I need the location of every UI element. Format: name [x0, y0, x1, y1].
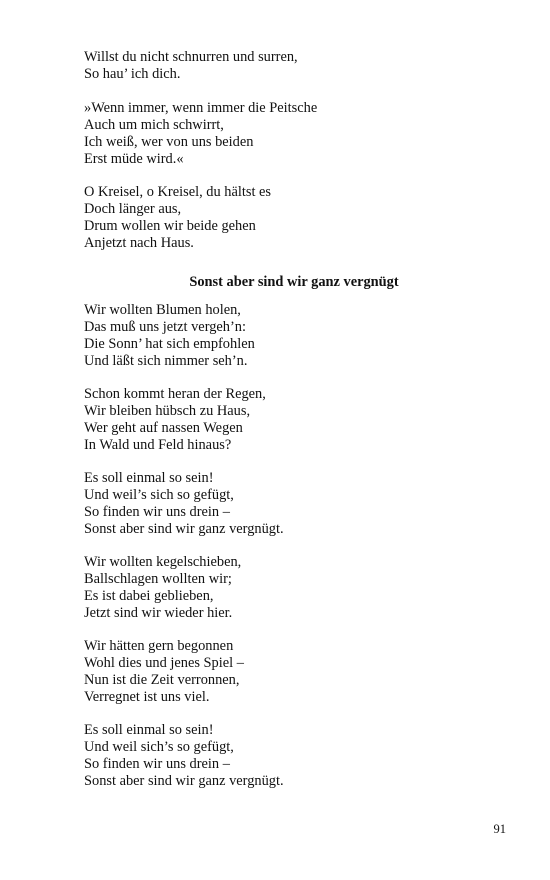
- verse-line: Und läßt sich nimmer seh’n.: [84, 353, 248, 369]
- stanza: [84, 470, 484, 538]
- poem-title: Sonst aber sind wir ganz vergnügt: [189, 274, 399, 290]
- stanza: [84, 722, 484, 790]
- verse-line: Nun ist die Zeit verronnen,: [84, 672, 240, 688]
- verse-line: Wir wollten Blumen holen,: [84, 302, 241, 318]
- verse-line: Wir bleiben hübsch zu Haus,: [84, 403, 251, 419]
- verse-line: Sonst aber sind wir ganz vergnügt.: [84, 521, 284, 537]
- verse-line: Und weil sich’s so gefügt,: [84, 739, 234, 755]
- verse-line: Wer geht auf nassen Wegen: [84, 420, 243, 436]
- verse-line: Schon kommt heran der Regen,: [84, 386, 266, 402]
- verse-line: Jetzt sind wir wieder hier.: [84, 605, 233, 621]
- verse-line: Es ist dabei geblieben,: [84, 588, 214, 604]
- verse-line: Auch um mich schwirrt,: [84, 117, 224, 133]
- verse-line: Das muß uns jetzt vergeh’n:: [84, 319, 246, 335]
- stanza: [84, 49, 484, 83]
- verse-line: So hau’ ich dich.: [84, 66, 181, 82]
- stanza: [84, 386, 484, 454]
- verse-line: O Kreisel, o Kreisel, du hältst es: [84, 184, 272, 200]
- verse-line: Wir wollten kegelschieben,: [84, 554, 242, 570]
- verse-line: So finden wir uns drein –: [84, 756, 230, 772]
- verse-line: Willst du nicht schnurren und surren,: [84, 49, 298, 65]
- verse-line: Die Sonn’ hat sich empfohlen: [84, 336, 255, 352]
- verse-line: Drum wollen wir beide gehen: [84, 218, 256, 234]
- verse-line: Verregnet ist uns viel.: [84, 689, 210, 705]
- verse-line: In Wald und Feld hinaus?: [84, 437, 232, 453]
- stanza: [84, 554, 484, 622]
- verse-line: Sonst aber sind wir ganz vergnügt.: [84, 773, 284, 789]
- verse-line: So finden wir uns drein –: [84, 504, 230, 520]
- verse-line: »Wenn immer, wenn immer die Peitsche: [84, 100, 318, 116]
- verse-line: Ich weiß, wer von uns beiden: [84, 134, 254, 150]
- verse-line: Es soll einmal so sein!: [84, 722, 214, 738]
- verse-line: Ballschlagen wollten wir;: [84, 571, 232, 587]
- verse-line: Erst müde wird.«: [84, 151, 184, 167]
- verse-line: Anjetzt nach Haus.: [84, 235, 194, 251]
- stanza: [84, 100, 484, 168]
- verse-line: Doch länger aus,: [84, 201, 182, 217]
- stanza: [84, 184, 484, 252]
- verse-line: Und weil’s sich so gefügt,: [84, 487, 234, 503]
- verse-line: Wir hätten gern begonnen: [84, 638, 234, 654]
- stanza: [84, 302, 484, 370]
- stanza: [84, 638, 484, 706]
- page-number: 91: [493, 822, 506, 836]
- verse-line: Es soll einmal so sein!: [84, 470, 214, 486]
- verse-line: Wohl dies und jenes Spiel –: [84, 655, 244, 671]
